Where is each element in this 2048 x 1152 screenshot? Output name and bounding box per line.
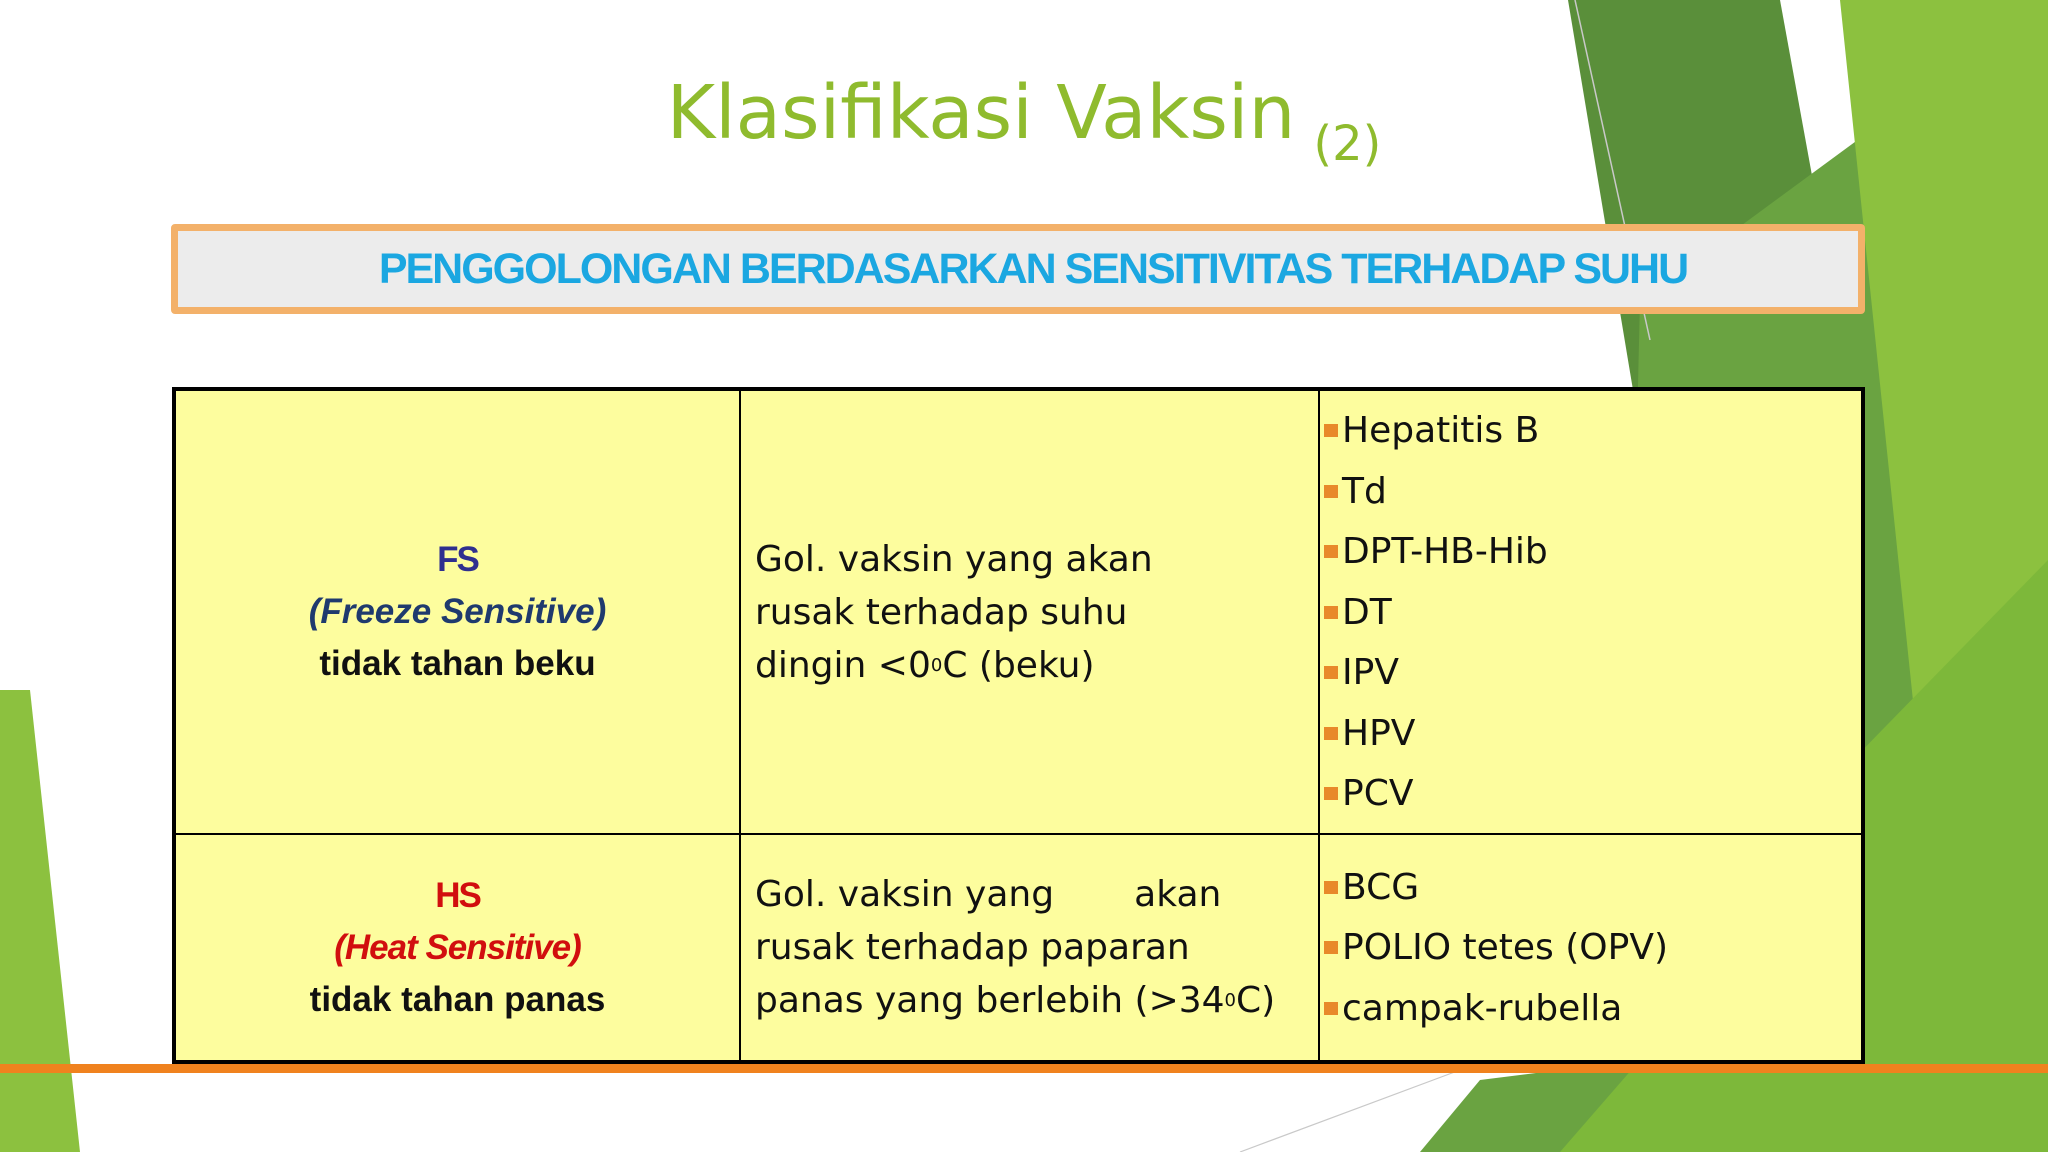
list-item	[1324, 642, 1861, 703]
square-bullet-icon	[1324, 727, 1338, 740]
square-bullet-icon	[1324, 545, 1338, 558]
square-bullet-icon	[1324, 787, 1338, 800]
vaccine-name: Hepatitis B	[1342, 410, 1540, 451]
square-bullet-icon	[1324, 1002, 1338, 1015]
list-item	[1324, 400, 1861, 461]
definition-text: C (beku)	[942, 644, 1095, 686]
section-banner-text: PENGGOLONGAN BERDASARKAN SENSITIVITAS TERHADAP SUHU	[378, 244, 1688, 293]
definition-line: Gol. vaksin yang akan	[755, 538, 1153, 580]
list-item	[1324, 857, 1861, 918]
list-item	[1324, 461, 1861, 522]
vaccine-name: campak-rubella	[1342, 987, 1623, 1029]
vaccine-name: PCV	[1342, 773, 1414, 814]
vaccine-list-cell	[1319, 389, 1863, 834]
vaccine-name: HPV	[1342, 712, 1416, 754]
category-cell	[174, 389, 740, 834]
slide-title-suffix: (2)	[1313, 116, 1382, 172]
list-item	[1324, 703, 1861, 764]
accent-thin-line-bottom	[1240, 1070, 1460, 1152]
square-bullet-icon	[1324, 485, 1338, 498]
definition-text: panas yang berlebih (>34	[755, 980, 1225, 1021]
square-bullet-icon	[1324, 881, 1338, 894]
definition-line: Gol. vaksin yang akan	[755, 874, 1222, 915]
vaccine-list-cell	[1319, 834, 1863, 1062]
category-code: HS	[435, 875, 480, 915]
list-item	[1324, 917, 1861, 978]
list-item	[1324, 978, 1861, 1039]
accent-line	[0, 1064, 2048, 1073]
square-bullet-icon	[1324, 424, 1338, 437]
table-row	[174, 389, 1863, 834]
definition-line	[755, 639, 1318, 692]
category-code: FS	[437, 540, 478, 579]
square-bullet-icon	[1324, 941, 1338, 954]
category-name: (Freeze Sensitive)	[308, 592, 607, 631]
category-cell	[174, 834, 740, 1062]
vaccine-name: Td	[1342, 470, 1387, 512]
vaccine-list	[1324, 857, 1861, 1039]
category-description: tidak tahan panas	[309, 979, 606, 1019]
table-row	[174, 834, 1863, 1062]
definition-cell	[740, 834, 1319, 1062]
green-shape-left	[0, 690, 80, 1152]
list-item	[1324, 582, 1861, 643]
definition-cell	[740, 389, 1319, 834]
slide-title	[0, 70, 2048, 172]
category-name: (Heat Sensitive)	[334, 927, 581, 967]
square-bullet-icon	[1324, 666, 1338, 679]
definition-line: rusak terhadap suhu	[755, 591, 1128, 633]
vaccine-name: IPV	[1342, 652, 1399, 693]
definition-text: C)	[1236, 980, 1276, 1021]
category-description: tidak tahan beku	[319, 644, 596, 683]
section-banner	[171, 224, 1865, 314]
vaccine-list	[1324, 400, 1861, 824]
definition-text: dingin <0	[755, 644, 931, 686]
vaccine-classification-table	[172, 387, 1865, 1064]
list-item	[1324, 521, 1861, 582]
vaccine-name: DPT-HB-Hib	[1342, 531, 1548, 572]
vaccine-name: BCG	[1342, 866, 1420, 908]
degree-superscript: 0	[1224, 990, 1236, 1011]
slide-title-main: Klasifikasi Vaksin	[666, 70, 1296, 156]
definition-line	[755, 974, 1318, 1027]
definition-line: rusak terhadap paparan	[755, 927, 1190, 968]
square-bullet-icon	[1324, 606, 1338, 619]
vaccine-name: DT	[1342, 591, 1392, 633]
vaccine-name: POLIO tetes (OPV)	[1342, 927, 1668, 968]
list-item	[1324, 763, 1861, 824]
degree-superscript: 0	[930, 654, 943, 676]
